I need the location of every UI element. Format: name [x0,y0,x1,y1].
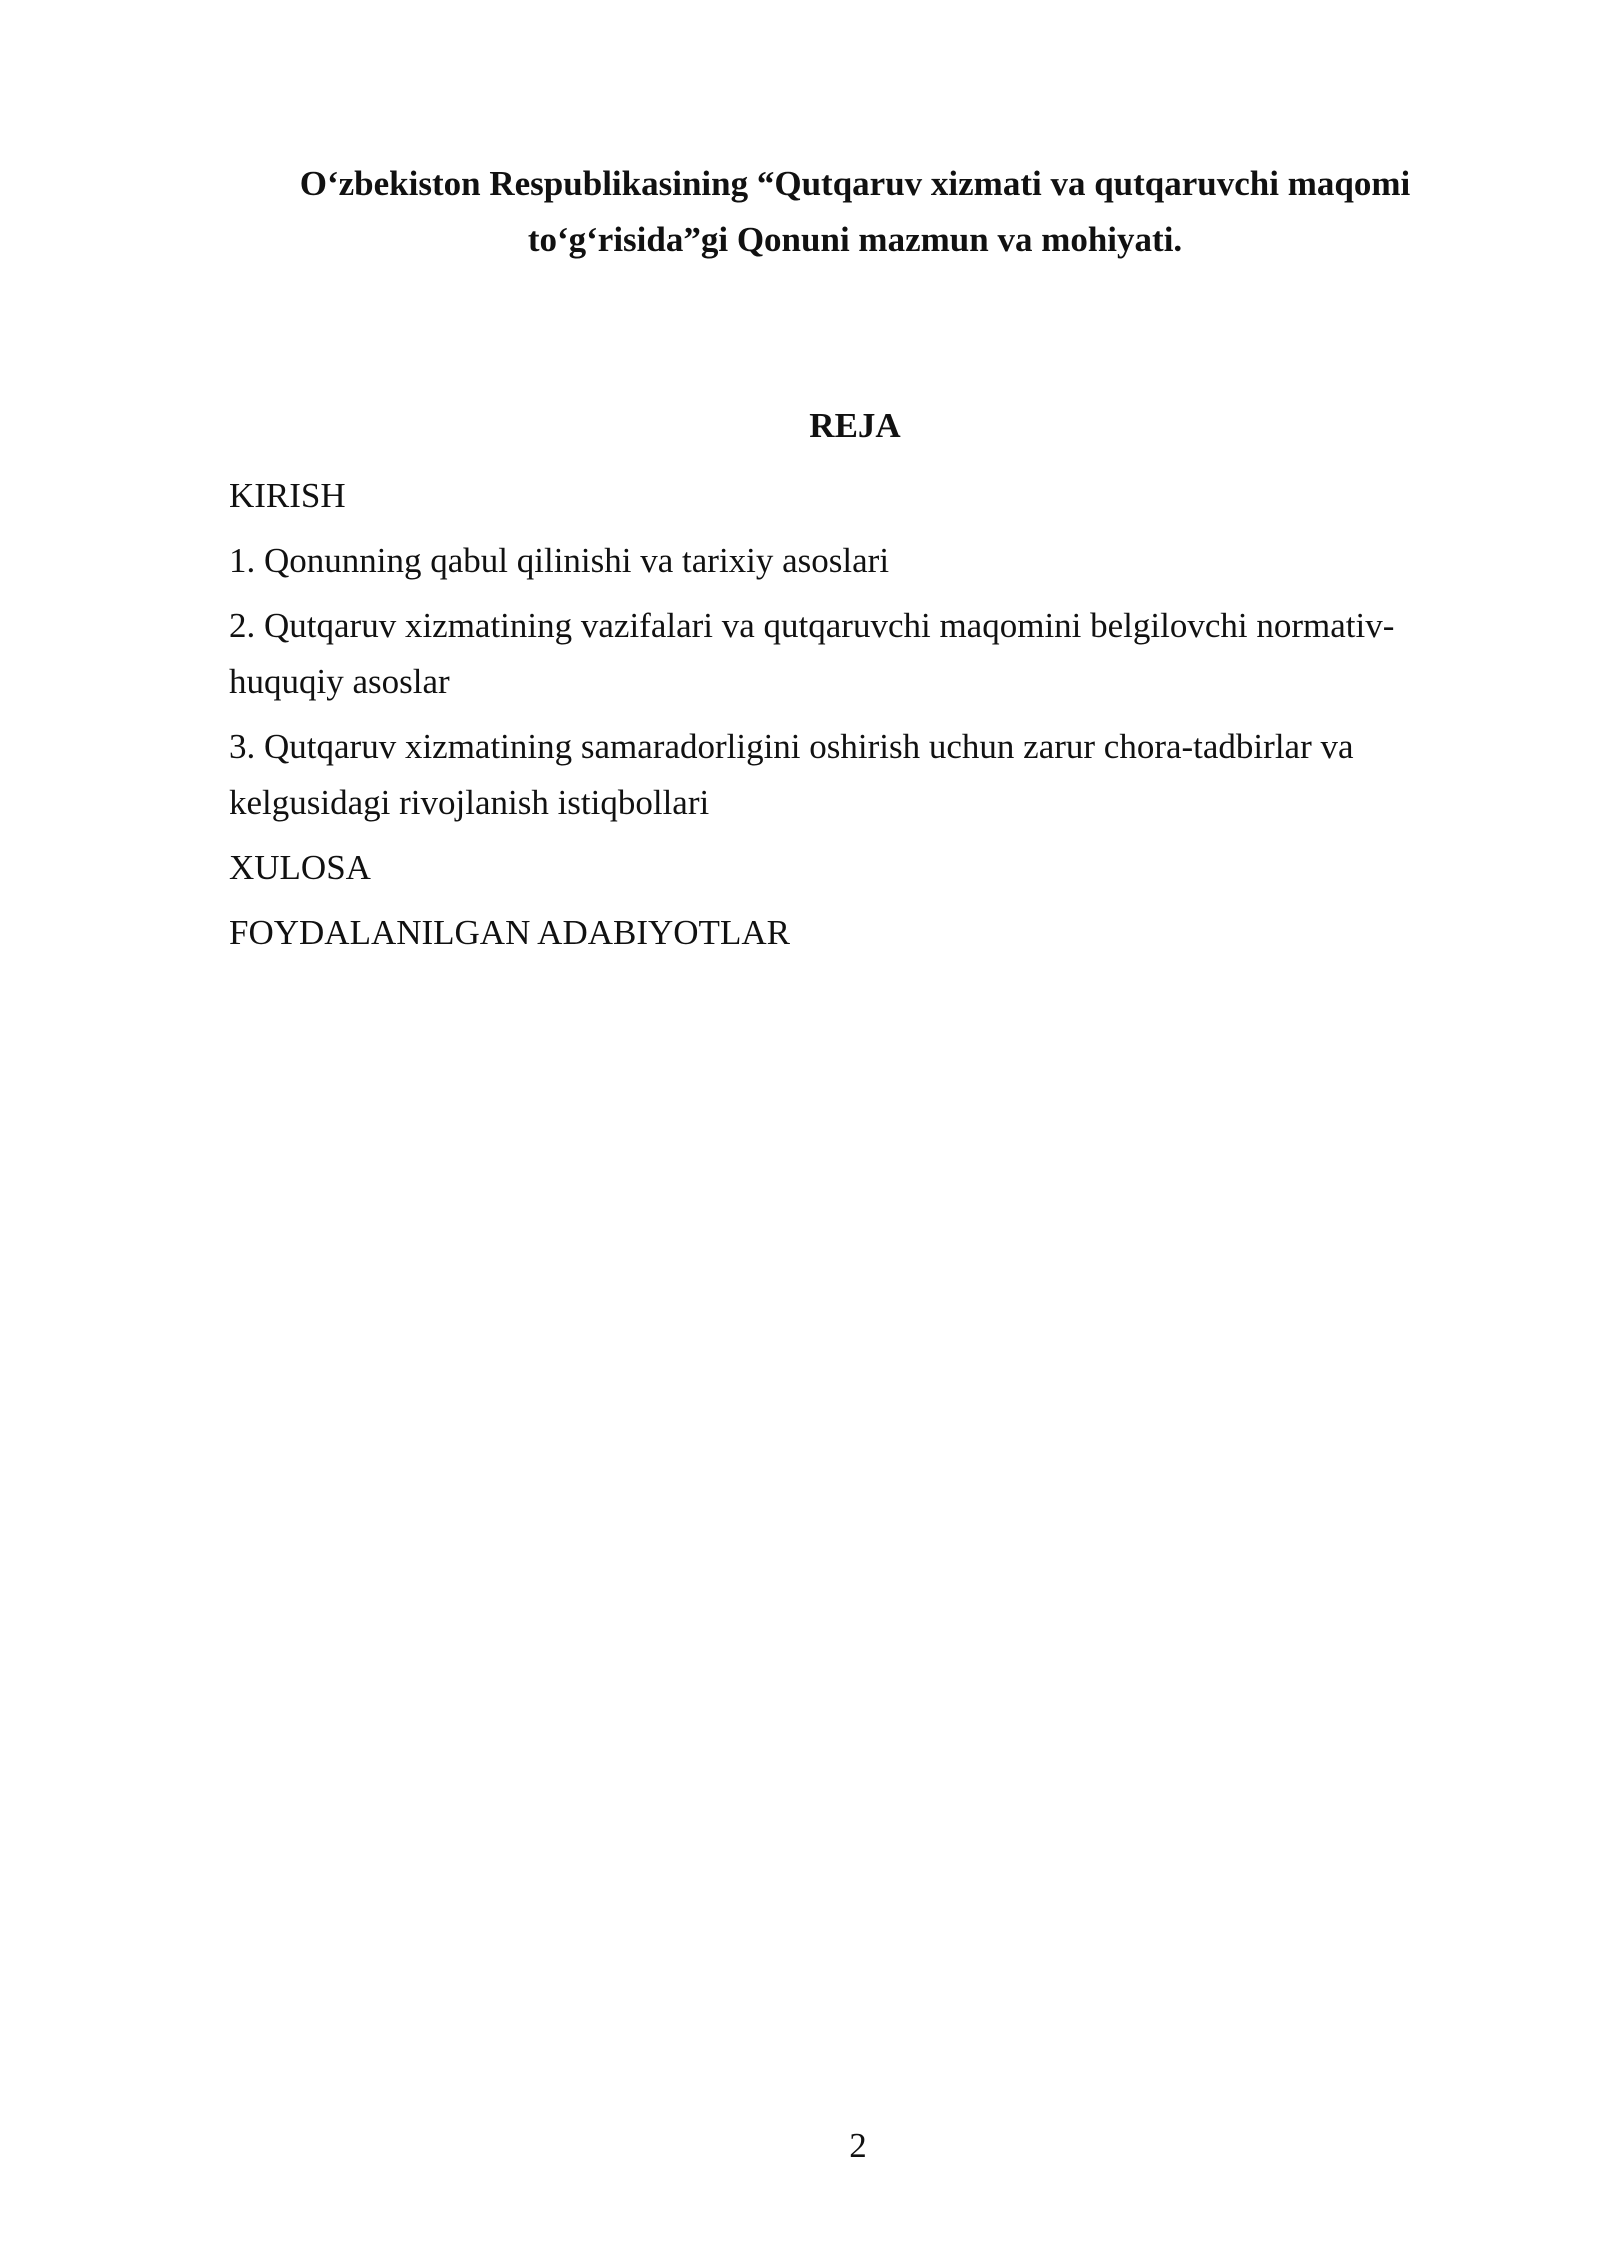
title-line-1: O‘zbekiston Respublikasining “Qutqaruv xizmati va qutqaruvchi maqomi [299,164,1411,203]
plan-item-2: 2. Qutqaruv xizmatining vazifalari va qutqaruvchi maqomini belgilovchi normativ-huquqiy asoslar [229,606,1395,701]
plan-heading: REJA [809,406,901,445]
page-number: 2 [849,2126,867,2165]
plan-item-conclusion: XULOSA [229,848,371,887]
document-title [230,156,1480,268]
plan-item-references: FOYDALANILGAN ADABIYOTLAR [229,913,790,952]
plan-item-1: 1. Qonunning qabul qilinishi va tarixiy asoslari [229,541,890,580]
plan-item-3: 3. Qutqaruv xizmatining samaradorligini oshirish uchun zarur chora-tadbirlar va kelgusidagi rivojlanish istiqbollari [229,727,1354,822]
plan-list [229,468,1489,970]
title-line-2: to‘g‘risida”gi Qonuni mazmun va mohiyati. [527,220,1183,259]
plan-item-introduction: KIRISH [229,476,346,515]
